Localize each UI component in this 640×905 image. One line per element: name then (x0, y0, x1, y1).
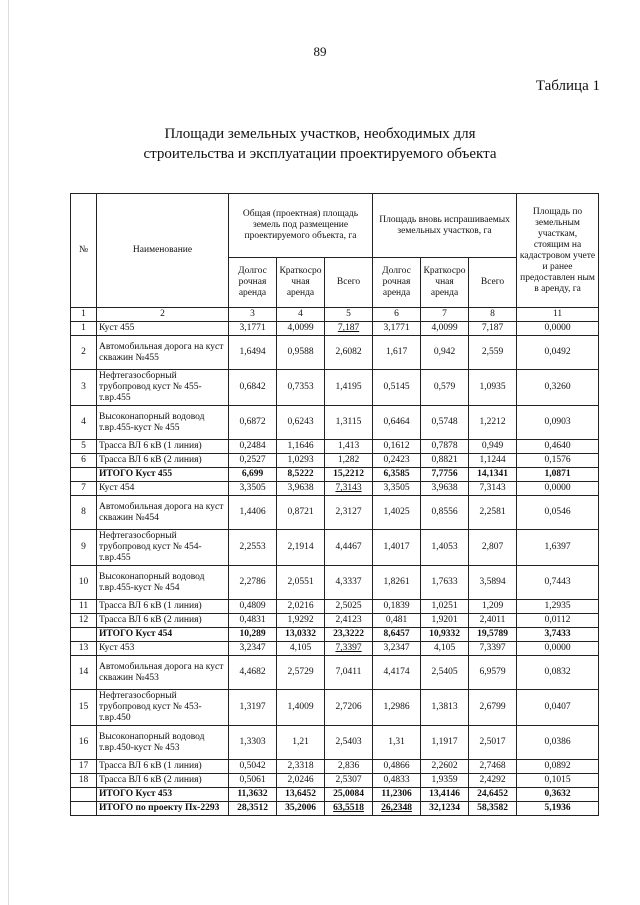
cell-c8: 58,3582 (469, 802, 517, 816)
col-num: 11 (517, 308, 599, 322)
cell-c3: 0,4809 (229, 600, 277, 614)
cell-c4: 13,6452 (277, 788, 325, 802)
row-number: 3 (71, 370, 97, 406)
header-name: Наименование (97, 194, 229, 308)
row-number (71, 628, 97, 642)
row-name: Нефтегазосборный трубопровод куст № 455-т.вр.455 (97, 370, 229, 406)
cell-c6: 1,31 (373, 726, 421, 760)
cell-c6: 0,481 (373, 614, 421, 628)
row-name: ИТОГО Куст 454 (97, 628, 229, 642)
cell-c11: 0,3632 (517, 788, 599, 802)
row-name: Куст 455 (97, 322, 229, 336)
header-all-total: Всего (325, 258, 373, 308)
cell-c8: 7,187 (469, 322, 517, 336)
cell-c5: 2,6082 (325, 336, 373, 370)
cell-c11: 0,0000 (517, 322, 599, 336)
page-number: 89 (313, 44, 327, 59)
cell-c3: 2,2553 (229, 530, 277, 566)
table-row (71, 656, 599, 690)
cell-c5: 7,187 (325, 322, 373, 336)
col-num: 2 (97, 308, 229, 322)
cell-c11: 1,2935 (517, 600, 599, 614)
cell-c6: 1,4025 (373, 496, 421, 530)
table-row (71, 322, 599, 336)
cell-c11: 0,0903 (517, 406, 599, 440)
row-name: Автомобильная дорога на куст скважин №455 (97, 336, 229, 370)
cell-c6: 0,5145 (373, 370, 421, 406)
cell-c11: 0,1576 (517, 454, 599, 468)
cell-c7: 32,1234 (421, 802, 469, 816)
cell-c11: 1,6397 (517, 530, 599, 566)
cell-c6: 6,3585 (373, 468, 421, 482)
table-label: Таблица 1 (535, 78, 600, 94)
cell-c11: 0,0112 (517, 614, 599, 628)
row-name: Нефтегазосборный трубопровод куст № 454-т.вр.455 (97, 530, 229, 566)
cell-c5: 2,5403 (325, 726, 373, 760)
cell-c4: 0,9588 (277, 336, 325, 370)
cell-c8: 2,5017 (469, 726, 517, 760)
row-number: 11 (71, 600, 97, 614)
cell-c11: 0,7443 (517, 566, 599, 600)
header-group-total: Общая (проектная) площадь земель под размещение проектируемого объекта, га (229, 194, 373, 258)
cell-c3: 0,2527 (229, 454, 277, 468)
cell-c7: 0,5748 (421, 406, 469, 440)
cell-c3: 0,4831 (229, 614, 277, 628)
cell-c11: 0,4640 (517, 440, 599, 454)
cell-c7: 1,0251 (421, 600, 469, 614)
cell-c8: 3,5894 (469, 566, 517, 600)
row-number: 15 (71, 690, 97, 726)
cell-c6: 8,6457 (373, 628, 421, 642)
header-all-new: Всего (469, 258, 517, 308)
row-number: 9 (71, 530, 97, 566)
header-num: № (71, 194, 97, 308)
row-name: ИТОГО Куст 453 (97, 788, 229, 802)
cell-c11: 1,0871 (517, 468, 599, 482)
cell-c5: 2,4123 (325, 614, 373, 628)
cell-c4: 0,6243 (277, 406, 325, 440)
row-number: 5 (71, 440, 97, 454)
table-row (71, 530, 599, 566)
cell-c7: 0,942 (421, 336, 469, 370)
cell-c7: 1,9201 (421, 614, 469, 628)
cell-c6: 0,4866 (373, 760, 421, 774)
cell-c11: 0,0000 (517, 482, 599, 496)
cell-c6: 3,1771 (373, 322, 421, 336)
document-title (0, 124, 640, 164)
cell-c4: 35,2006 (277, 802, 325, 816)
title-line-2: строительства и эксплуатации проектируемого объекта (143, 146, 497, 162)
row-name: Трасса ВЛ 6 кВ (2 линия) (97, 454, 229, 468)
row-name: Автомобильная дорога на куст скважин №453 (97, 656, 229, 690)
table-row (71, 566, 599, 600)
cell-c7: 1,3813 (421, 690, 469, 726)
table-row (71, 496, 599, 530)
cell-c3: 10,289 (229, 628, 277, 642)
cell-c4: 1,1646 (277, 440, 325, 454)
row-name: Трасса ВЛ 6 кВ (2 линия) (97, 774, 229, 788)
cell-c11: 0,0546 (517, 496, 599, 530)
cell-c5: 1,413 (325, 440, 373, 454)
cell-c11: 0,0492 (517, 336, 599, 370)
cell-c7: 4,0099 (421, 322, 469, 336)
cell-c3: 6,699 (229, 468, 277, 482)
cell-c5: 2,7206 (325, 690, 373, 726)
cell-c8: 2,2581 (469, 496, 517, 530)
cell-c5: 1,282 (325, 454, 373, 468)
cell-c4: 2,0216 (277, 600, 325, 614)
cell-c3: 2,2786 (229, 566, 277, 600)
total-row (71, 788, 599, 802)
cell-c8: 1,2212 (469, 406, 517, 440)
col-num: 7 (421, 308, 469, 322)
cell-c8: 6,9579 (469, 656, 517, 690)
row-number: 12 (71, 614, 97, 628)
cell-c11: 0,0892 (517, 760, 599, 774)
row-number (71, 802, 97, 816)
cell-c11: 0,3260 (517, 370, 599, 406)
table-row (71, 614, 599, 628)
cell-c3: 1,3197 (229, 690, 277, 726)
row-number: 16 (71, 726, 97, 760)
cell-c3: 4,4682 (229, 656, 277, 690)
row-name: ИТОГО по проекту Пх-2293 (97, 802, 229, 816)
row-number: 17 (71, 760, 97, 774)
table-row (71, 690, 599, 726)
cell-c7: 10,9332 (421, 628, 469, 642)
col-num: 5 (325, 308, 373, 322)
cell-c6: 1,8261 (373, 566, 421, 600)
row-name: Куст 453 (97, 642, 229, 656)
cell-c7: 2,2602 (421, 760, 469, 774)
cell-c6: 1,2986 (373, 690, 421, 726)
cell-c5: 2,3127 (325, 496, 373, 530)
cell-c7: 4,105 (421, 642, 469, 656)
col-num: 4 (277, 308, 325, 322)
row-number: 13 (71, 642, 97, 656)
cell-c7: 0,8821 (421, 454, 469, 468)
cell-c5: 1,4195 (325, 370, 373, 406)
table-row (71, 726, 599, 760)
row-number: 4 (71, 406, 97, 440)
cell-c6: 4,4174 (373, 656, 421, 690)
row-name: Трасса ВЛ 6 кВ (1 линия) (97, 600, 229, 614)
cell-c8: 2,4292 (469, 774, 517, 788)
header-long-term-new: Долгос рочная аренда (373, 258, 421, 308)
cell-c7: 0,8556 (421, 496, 469, 530)
row-name: Трасса ВЛ 6 кВ (1 линия) (97, 440, 229, 454)
table-row (71, 370, 599, 406)
row-number (71, 788, 97, 802)
cell-c8: 2,6799 (469, 690, 517, 726)
cell-c11: 0,1015 (517, 774, 599, 788)
header-group-new: Площадь вновь испрашиваемых земельных участков, га (373, 194, 517, 258)
total-row (71, 628, 599, 642)
cell-c5: 15,2212 (325, 468, 373, 482)
cell-c5: 4,3337 (325, 566, 373, 600)
cell-c4: 0,7353 (277, 370, 325, 406)
cell-c5: 1,3115 (325, 406, 373, 440)
cell-c6: 0,4833 (373, 774, 421, 788)
row-name: Высоконапорный водовод т.вр.455-куст № 454 (97, 566, 229, 600)
row-number (71, 468, 97, 482)
cell-c6: 0,2423 (373, 454, 421, 468)
cell-c3: 1,6494 (229, 336, 277, 370)
table-row (71, 440, 599, 454)
cell-c4: 1,0293 (277, 454, 325, 468)
row-number: 6 (71, 454, 97, 468)
cell-c4: 0,8721 (277, 496, 325, 530)
cell-c7: 13,4146 (421, 788, 469, 802)
cell-c4: 2,0246 (277, 774, 325, 788)
table-row (71, 760, 599, 774)
table-row (71, 642, 599, 656)
col-num: 1 (71, 308, 97, 322)
row-number: 7 (71, 482, 97, 496)
cell-c6: 26,2348 (373, 802, 421, 816)
cell-c4: 1,21 (277, 726, 325, 760)
cell-c4: 1,4009 (277, 690, 325, 726)
row-name: Куст 454 (97, 482, 229, 496)
cell-c4: 4,0099 (277, 322, 325, 336)
cell-c4: 1,9292 (277, 614, 325, 628)
cell-c8: 1,209 (469, 600, 517, 614)
cell-c7: 2,5405 (421, 656, 469, 690)
cell-c8: 7,3143 (469, 482, 517, 496)
cell-c3: 0,6842 (229, 370, 277, 406)
cell-c8: 2,4011 (469, 614, 517, 628)
cell-c3: 3,2347 (229, 642, 277, 656)
row-number: 1 (71, 322, 97, 336)
cell-c8: 24,6452 (469, 788, 517, 802)
cell-c5: 63,5518 (325, 802, 373, 816)
cell-c4: 13,0332 (277, 628, 325, 642)
title-line-1: Площади земельных участков, необходимых для (164, 126, 476, 142)
cell-c8: 14,1341 (469, 468, 517, 482)
cell-c3: 3,3505 (229, 482, 277, 496)
table-row (71, 600, 599, 614)
cell-c5: 2,5307 (325, 774, 373, 788)
cell-c4: 2,5729 (277, 656, 325, 690)
row-name: Трасса ВЛ 6 кВ (2 линия) (97, 614, 229, 628)
cell-c8: 2,7468 (469, 760, 517, 774)
cell-c8: 7,3397 (469, 642, 517, 656)
cell-c3: 1,3303 (229, 726, 277, 760)
cell-c7: 0,7878 (421, 440, 469, 454)
cell-c5: 4,4467 (325, 530, 373, 566)
cell-c8: 1,1244 (469, 454, 517, 468)
cell-c7: 7,7756 (421, 468, 469, 482)
cell-c3: 0,5061 (229, 774, 277, 788)
cell-c6: 3,3505 (373, 482, 421, 496)
row-number: 14 (71, 656, 97, 690)
cell-c3: 0,6872 (229, 406, 277, 440)
cell-c4: 2,1914 (277, 530, 325, 566)
table-row (71, 336, 599, 370)
row-name: ИТОГО Куст 455 (97, 468, 229, 482)
row-name: Автомобильная дорога на куст скважин №454 (97, 496, 229, 530)
row-number: 18 (71, 774, 97, 788)
cell-c8: 0,949 (469, 440, 517, 454)
cell-c6: 11,2306 (373, 788, 421, 802)
cell-c6: 0,1839 (373, 600, 421, 614)
cell-c11: 0,0407 (517, 690, 599, 726)
cell-c11: 0,0832 (517, 656, 599, 690)
col-num: 3 (229, 308, 277, 322)
row-name: Нефтегазосборный трубопровод куст № 453-т.вр.450 (97, 690, 229, 726)
col-num: 6 (373, 308, 421, 322)
cell-c11: 0,0000 (517, 642, 599, 656)
cell-c8: 2,559 (469, 336, 517, 370)
cell-c4: 2,0551 (277, 566, 325, 600)
total-row (71, 802, 599, 816)
header-short-term-new: Краткосро чная аренда (421, 258, 469, 308)
row-number: 10 (71, 566, 97, 600)
cell-c4: 4,105 (277, 642, 325, 656)
cell-c6: 0,6464 (373, 406, 421, 440)
row-name: Высоконапорный водовод т.вр.450-куст № 453 (97, 726, 229, 760)
cell-c11: 3,7433 (517, 628, 599, 642)
cell-c4: 8,5222 (277, 468, 325, 482)
cell-c11: 5,1936 (517, 802, 599, 816)
cell-c4: 3,9638 (277, 482, 325, 496)
col-num: 8 (469, 308, 517, 322)
cell-c8: 19,5789 (469, 628, 517, 642)
column-number-row (71, 308, 599, 322)
header-cadastral: Площадь по земельным участкам, стоящим на кадастровом учете и ранее предоставлен ным в аренду, га (517, 194, 599, 308)
cell-c8: 2,807 (469, 530, 517, 566)
cell-c3: 3,1771 (229, 322, 277, 336)
cell-c7: 3,9638 (421, 482, 469, 496)
cell-c6: 0,1612 (373, 440, 421, 454)
row-number: 2 (71, 336, 97, 370)
header-short-term-total: Краткосро чная аренда (277, 258, 325, 308)
row-number: 8 (71, 496, 97, 530)
cell-c5: 25,0084 (325, 788, 373, 802)
cell-c6: 1,4017 (373, 530, 421, 566)
cell-c3: 0,2484 (229, 440, 277, 454)
cell-c7: 1,7633 (421, 566, 469, 600)
cell-c6: 3,2347 (373, 642, 421, 656)
cell-c5: 23,3222 (325, 628, 373, 642)
cell-c5: 7,0411 (325, 656, 373, 690)
cell-c3: 28,3512 (229, 802, 277, 816)
cell-c11: 0,0386 (517, 726, 599, 760)
row-name: Высоконапорный водовод т.вр.455-куст № 455 (97, 406, 229, 440)
cell-c6: 1,617 (373, 336, 421, 370)
cell-c3: 0,5042 (229, 760, 277, 774)
table-row (71, 454, 599, 468)
row-name: Трасса ВЛ 6 кВ (1 линия) (97, 760, 229, 774)
cell-c5: 2,5025 (325, 600, 373, 614)
land-area-table (70, 193, 599, 816)
header-long-term-total: Долгос рочная аренда (229, 258, 277, 308)
table-row (71, 482, 599, 496)
cell-c7: 1,9359 (421, 774, 469, 788)
cell-c7: 1,4053 (421, 530, 469, 566)
cell-c5: 7,3397 (325, 642, 373, 656)
cell-c8: 1,0935 (469, 370, 517, 406)
cell-c5: 2,836 (325, 760, 373, 774)
table-row (71, 406, 599, 440)
cell-c3: 1,4406 (229, 496, 277, 530)
table-row (71, 774, 599, 788)
cell-c4: 2,3318 (277, 760, 325, 774)
cell-c3: 11,3632 (229, 788, 277, 802)
total-row (71, 468, 599, 482)
cell-c7: 1,1917 (421, 726, 469, 760)
cell-c7: 0,579 (421, 370, 469, 406)
cell-c5: 7,3143 (325, 482, 373, 496)
